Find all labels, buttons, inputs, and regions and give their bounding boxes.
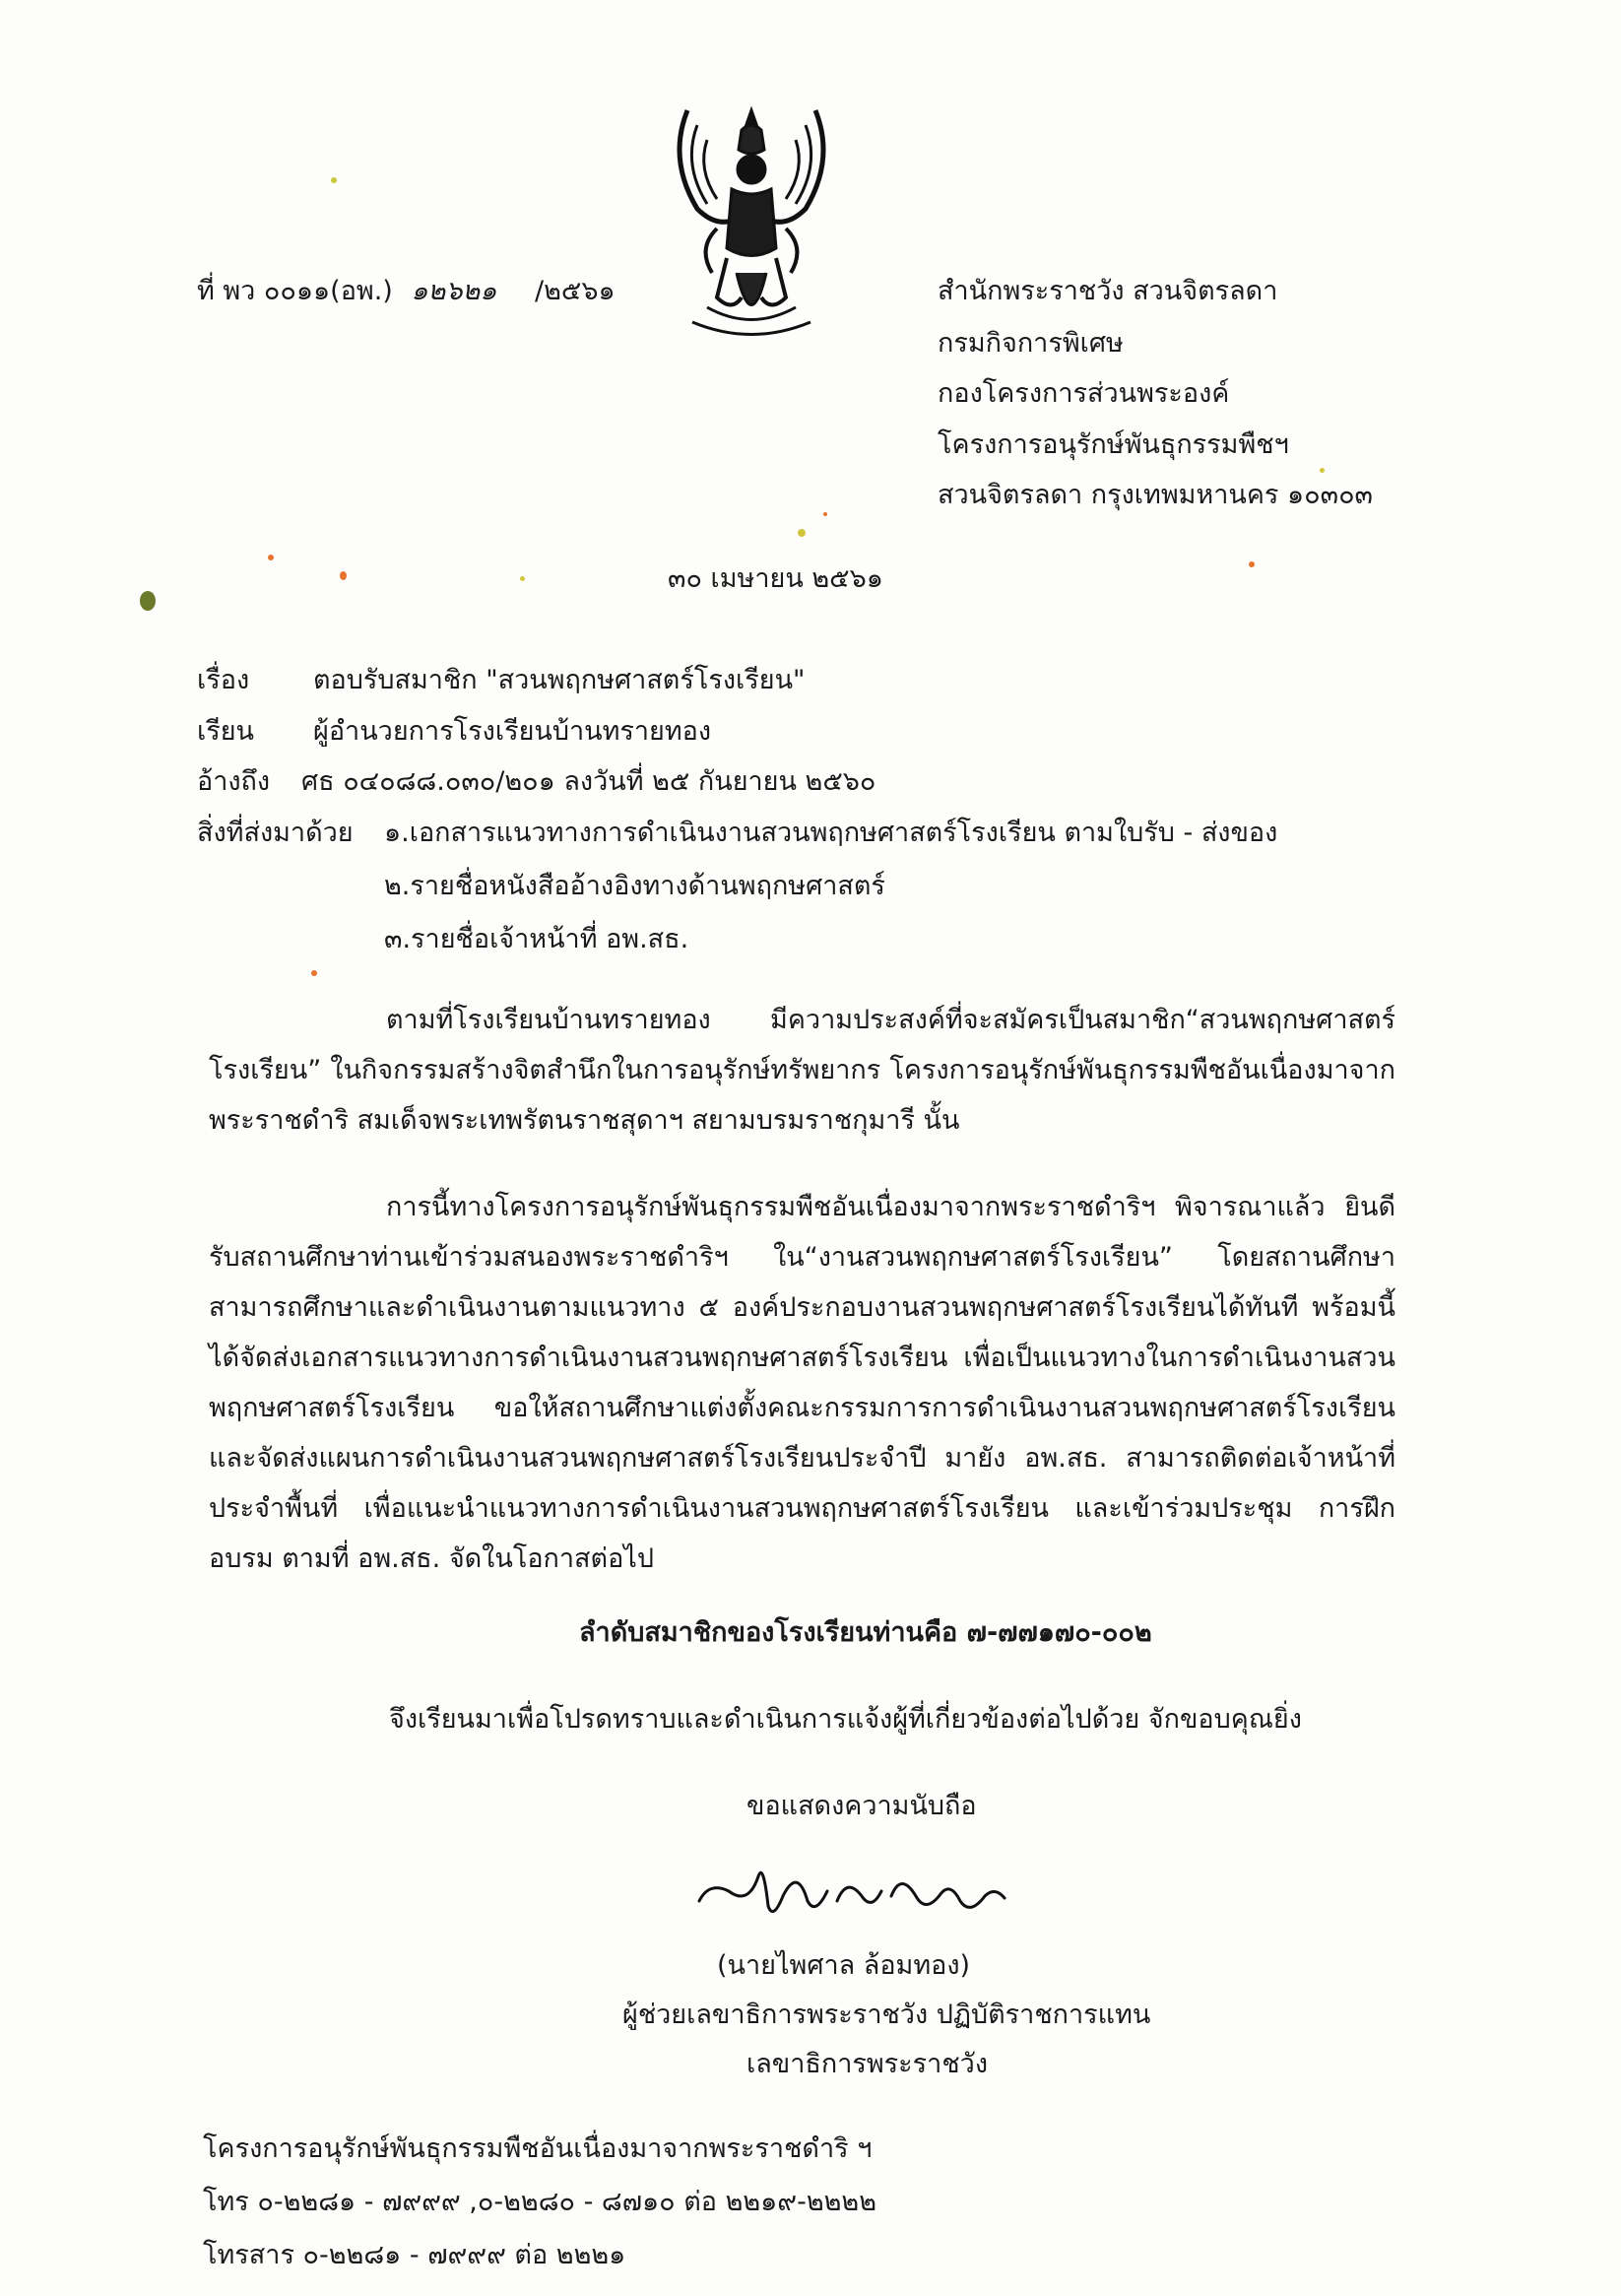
paper-speck	[798, 529, 806, 537]
enclosure-item-1: ๑.เอกสารแนวทางการดำเนินงานสวนพฤกษศาสตร์โรงเรียน ตามใบรับ - ส่งของ	[384, 818, 1278, 848]
paper-speck	[823, 512, 827, 516]
paper-speck	[311, 970, 317, 976]
ref-prefix: ที่ พว ๐๐๑๑(อพ.)	[197, 276, 393, 306]
paper-speck	[331, 177, 337, 183]
subject-label: เรื่อง	[197, 665, 250, 695]
letter-date: ๓๐ เมษายน ๒๕๖๑	[668, 563, 883, 594]
footer-fax: โทรสาร ๐-๒๒๘๑ - ๗๙๙๙ ต่อ ๒๒๒๑	[203, 2240, 626, 2270]
handwritten-signature	[689, 1847, 1014, 1935]
signatory-position-1: ผู้ช่วยเลขาธิการพระราชวัง ปฏิบัติราชการแทน	[622, 2000, 1151, 2030]
reference-label: อ้างถึง	[197, 766, 271, 797]
sender-address-line-3: กองโครงการส่วนพระองค์	[938, 378, 1230, 409]
body-paragraph-2-text: การนี้ทางโครงการอนุรักษ์พันธุกรรมพืชอันเนื่องมาจากพระราชดำริฯ พิจารณาแล้ว ยินดีรับสถานศึกษาท่านเข้าร่วมสนองพระราชดำริฯ ใน“งานสวนพฤกษศาสตร์โรงเรียน” โดยสถานศึกษาสามารถศึกษาและดำเนินงานตามแนวทาง ๕ องค์ประกอบงานสวนพฤกษศาสตร์โรงเรียนได้ทันที พร้อมนี้ได้จัดส่งเอกสารแนวทางการดำเนินงานสวนพฤกษศาสตร์โรงเรียน เพื่อเป็นแนวทางในการดำเนินงานสวนพฤกษศาสตร์โรงเรียน ขอให้สถานศึกษาแต่งตั้งคณะกรรมการการดำเนินงานสวนพฤกษศาสตร์โรงเรียน และจัดส่งแผนการดำเนินงานสวนพฤกษศาสตร์โรงเรียนประจำปี มายัง อพ.สธ. สามารถติดต่อเจ้าหน้าที่ ประจำพื้นที่ เพื่อแนะนำแนวทางการดำเนินงานสวนพฤกษศาสตร์โรงเรียน และเข้าร่วมประชุม การฝึกอบรม ตามที่ อพ.สธ. จัดในโอกาสต่อไป	[209, 1192, 1395, 1574]
footer-org: โครงการอนุรักษ์พันธุกรรมพืชอันเนื่องมาจากพระราชดำริ ฯ	[203, 2133, 873, 2164]
sender-address-line-2: กรมกิจการพิเศษ	[938, 328, 1124, 359]
body-paragraph-1	[209, 995, 1395, 1146]
sender-address-line-4: โครงการอนุรักษ์พันธุกรรมพืชฯ	[938, 429, 1289, 460]
paper-speck	[140, 591, 156, 611]
member-number-line: ลำดับสมาชิกของโรงเรียนท่านคือ ๗-๗๗๑๗๐-๐๐๒	[579, 1617, 1152, 1648]
body-paragraph-2	[209, 1182, 1395, 1584]
ref-year: /๒๕๖๑	[535, 276, 616, 306]
footer-phone: โทร ๐-๒๒๘๑ - ๗๙๙๙ ,๐-๒๒๘๐ - ๘๗๑๐ ต่อ ๒๒๑๙-๒๒๒๒	[203, 2187, 877, 2217]
signatory-position-2: เลขาธิการพระราชวัง	[746, 2049, 989, 2079]
sender-address-line-5: สวนจิตรลดา กรุงเทพมหานคร ๑๐๓๐๓	[938, 480, 1374, 510]
enclosure-label: สิ่งที่ส่งมาด้วย	[197, 818, 354, 848]
closing-request: จึงเรียนมาเพื่อโปรดทราบและดำเนินการแจ้งผู้ที่เกี่ยวข้องต่อไปด้วย จักขอบคุณยิ่ง	[389, 1704, 1302, 1735]
body-paragraph-1-text: ตามที่โรงเรียนบ้านทรายทอง มีความประสงค์ที่จะสมัครเป็นสมาชิก“สวนพฤกษศาสตร์โรงเรียน” ในกิจกรรมสร้างจิตสำนึกในการอนุรักษ์ทรัพยากร โครงการอนุรักษ์พันธุกรรมพืชอันเนื่องมาจากพระราชดำริ สมเด็จพระเทพรัตนราชสุดาฯ สยามบรมราชกุมารี นั้น	[209, 1005, 1395, 1136]
paper-speck	[268, 555, 274, 560]
ref-number: ๑๒๖๒๑	[411, 276, 497, 306]
salutation: ขอแสดงความนับถือ	[746, 1791, 977, 1821]
paper-speck	[520, 576, 525, 581]
paper-speck	[1249, 561, 1255, 567]
sender-address-line-1: สำนักพระราชวัง สวนจิตรลดา	[938, 276, 1278, 306]
paper-speck	[1320, 468, 1325, 473]
reference-number-line	[197, 276, 616, 307]
garuda-emblem-icon	[658, 100, 845, 347]
reference-text: ศธ ๐๔๐๘๘.๐๓๐/๒๐๑ ลงวันที่ ๒๕ กันยายน ๒๕๖๐	[301, 766, 876, 797]
to-text: ผู้อำนวยการโรงเรียนบ้านทรายทอง	[313, 716, 712, 747]
to-label: เรียน	[197, 716, 255, 747]
signatory-name: (นายไพศาล ล้อมทอง)	[717, 1950, 971, 1981]
enclosure-item-3: ๓.รายชื่อเจ้าหน้าที่ อพ.สธ.	[384, 924, 689, 954]
enclosure-item-2: ๒.รายชื่อหนังสืออ้างอิงทางด้านพฤกษศาสตร์	[384, 871, 885, 901]
paper-speck	[340, 571, 347, 580]
subject-text: ตอบรับสมาชิก "สวนพฤกษศาสตร์โรงเรียน"	[313, 665, 806, 695]
